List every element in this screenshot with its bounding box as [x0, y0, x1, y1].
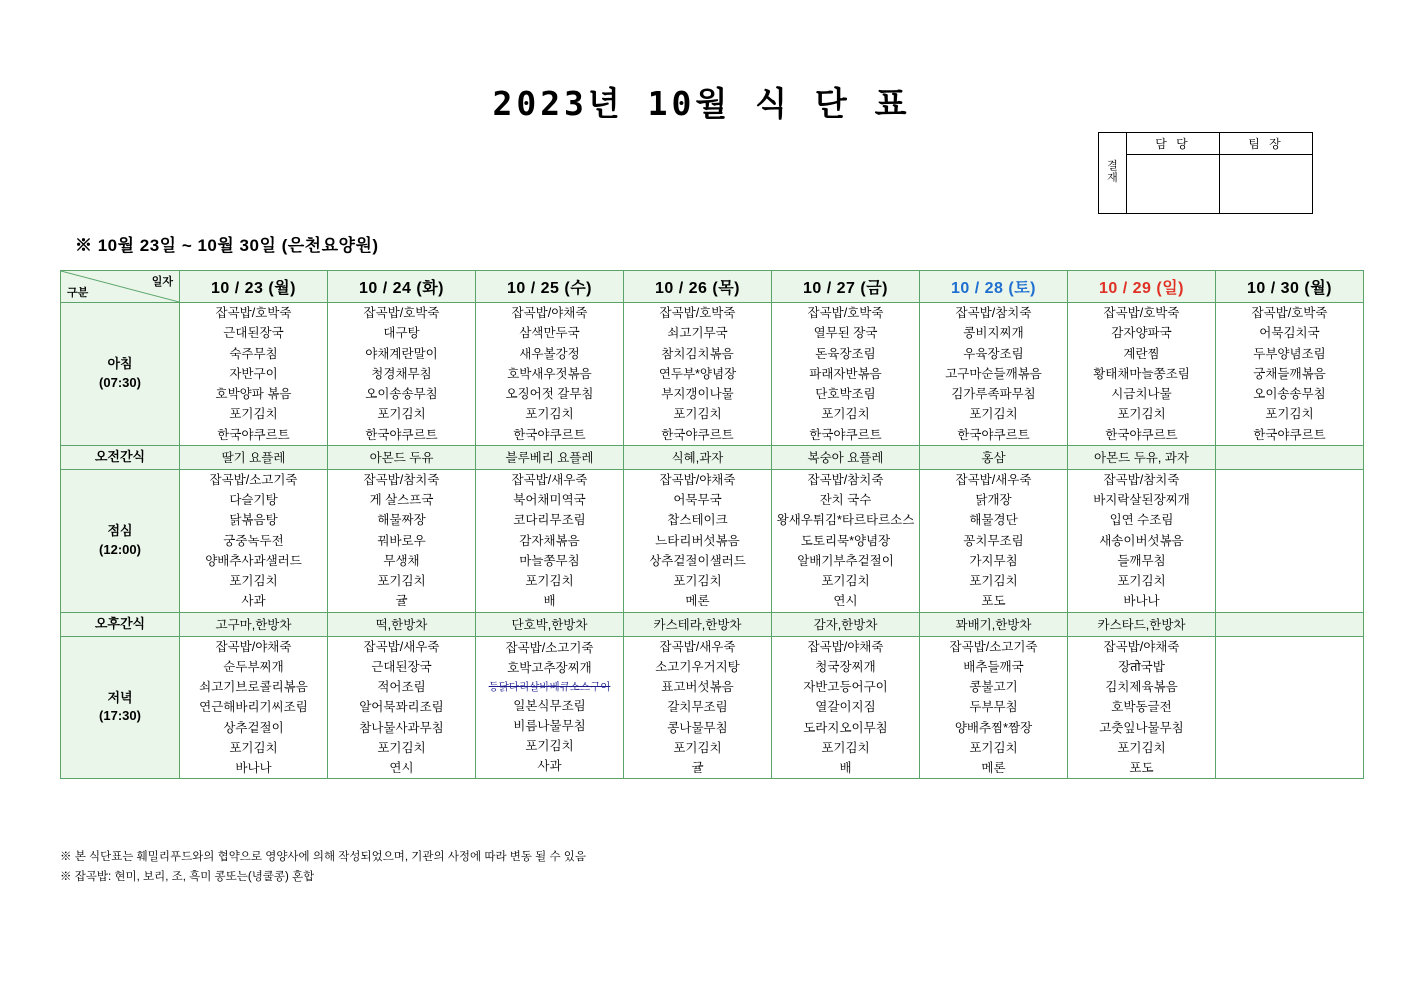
menu-item: 잡곡밥/참치죽 [363, 472, 440, 487]
menu-item: 포기김치 [377, 574, 426, 588]
menu-item: 알어묵꽈리조림 [359, 700, 444, 715]
menu-item: 야채계란말이 [365, 346, 438, 361]
meal-cell-r0-d1 [328, 303, 476, 446]
menu-item: 한국야쿠르트 [957, 427, 1030, 442]
menu-item: 호박새우젓볶음 [507, 366, 592, 381]
corner-date-label: 일자 [151, 276, 173, 288]
menu-item: 잡곡밥/호박죽 [215, 306, 292, 320]
menu-item: 한국야쿠르트 [365, 427, 438, 442]
approval-header-teamlead: 팀 장 [1220, 133, 1312, 155]
menu-item: 배추들깨국 [963, 659, 1024, 674]
menu-item: 무생채 [383, 553, 420, 568]
snack-cell-r1-d2: 블루베리 요플레 [476, 445, 624, 469]
menu-item: 연두부*양념장 [658, 366, 737, 381]
menu-item: 대구탕 [383, 326, 420, 341]
menu-item: 잡곡밥/소고기죽 [209, 472, 298, 487]
menu-item: 잡곡밥/새우죽 [955, 472, 1032, 487]
menu-item: 돈육장조림 [815, 346, 876, 361]
menu-item: 순두부찌개 [223, 659, 284, 674]
row-label-3: 오후간식 [61, 612, 180, 636]
menu-item: 호박동글전 [1111, 700, 1172, 715]
menu-item: 자반고등어구이 [803, 680, 888, 694]
menu-item: 잡곡밥/야채죽 [511, 306, 588, 320]
menu-item: 갈치무조림 [667, 700, 728, 715]
menu-item: 귤 [395, 594, 408, 609]
menu-item: 꿔바로우 [377, 533, 426, 548]
meal-cell-r2-d4 [772, 469, 920, 612]
meal-cell-r4-d7 [1216, 636, 1364, 779]
day-header-2: 10 / 25 (수) [476, 271, 624, 303]
row-label-time: (12:00) [99, 541, 141, 557]
menu-item: 열갈이지짐 [815, 700, 876, 715]
menu-item: 한국야쿠르트 [1105, 427, 1178, 442]
menu-item: 쇠고기무국 [667, 326, 728, 341]
menu-item: 오이송송무침 [1253, 387, 1326, 401]
meal-cell-r0-d0 [180, 303, 328, 446]
menu-item: 가지무침 [969, 553, 1018, 568]
menu-item: 한국야쿠르트 [1253, 427, 1326, 442]
menu-table-body [61, 303, 1364, 779]
table-corner-cell [61, 271, 180, 303]
meal-cell-r2-d5 [920, 469, 1068, 612]
menu-item: 양배추사과샐러드 [205, 553, 302, 568]
menu-item: 잡곡밥/참치죽 [807, 472, 884, 487]
snack-cell-r3-d1: 떡,한방차 [328, 612, 476, 636]
footer-notes [60, 848, 586, 887]
menu-item: 감자양파국 [1111, 326, 1172, 341]
menu-item: 바나나 [1123, 594, 1160, 609]
menu-item: 닭볶음탕 [229, 513, 278, 528]
menu-item: 표고버섯볶음 [661, 680, 734, 694]
menu-item: 포기김치 [673, 740, 722, 755]
meal-cell-r0-d6 [1068, 303, 1216, 446]
approval-signature-teamlead[interactable] [1220, 155, 1312, 213]
menu-item: 일본식무조림 [513, 698, 586, 713]
menu-item: 감자채볶음 [519, 533, 580, 548]
menu-item: 황태채마늘쫑조림 [1093, 366, 1190, 381]
menu-item: 연근해바리기씨조림 [199, 700, 308, 715]
snack-cell-r3-d3: 카스테라,한방차 [624, 612, 772, 636]
menu-item: 포기김치 [1117, 740, 1166, 755]
menu-item: 잡곡밥/야채죽 [1103, 639, 1180, 654]
menu-item: 왕새우튀김*타르타르소스 [776, 513, 915, 528]
menu-item: 오징어젓 갈무침 [505, 387, 594, 401]
table-row [61, 303, 1364, 446]
menu-item: 잡곡밥/호박죽 [659, 306, 736, 320]
menu-item: 포도 [981, 594, 1006, 609]
menu-item: 청국장찌개 [815, 659, 876, 674]
menu-item: 양배추찜*짬장 [954, 720, 1033, 735]
menu-item: 포기김치 [673, 407, 722, 422]
snack-cell-r1-d6: 아몬드 두유, 과자 [1068, 445, 1216, 469]
menu-item: 잡곡밥/새우죽 [511, 472, 588, 487]
meal-cell-r4-d4 [772, 636, 920, 779]
menu-item: 적어조림 [377, 680, 426, 694]
table-row [61, 445, 1364, 469]
menu-item: 잡곡밥/야채죽 [807, 639, 884, 654]
day-header-7: 10 / 30 (월) [1216, 271, 1364, 303]
menu-item: 사과 [241, 594, 266, 609]
menu-item: 콩불고기 [969, 680, 1018, 694]
approval-label-text: 결 재 [1107, 160, 1118, 184]
menu-item: 상추겉절이 [223, 720, 284, 735]
menu-item: 한국야쿠르트 [513, 427, 586, 442]
menu-item: 해물경단 [969, 513, 1018, 528]
corner-category-label: 구분 [67, 287, 89, 299]
snack-cell-r3-d4: 감자,한방차 [772, 612, 920, 636]
menu-item: 포기김치 [673, 574, 722, 588]
menu-item: 두부무침 [969, 700, 1018, 715]
menu-item: 포기김치 [525, 407, 574, 422]
menu-item: 코다리무조림 [513, 513, 586, 528]
menu-item: 시금치나물 [1111, 387, 1172, 401]
menu-item: 자반구이 [229, 366, 278, 381]
menu-item: 잡곡밥/호박죽 [363, 306, 440, 320]
menu-item: 도라지오이무침 [803, 720, 888, 735]
menu-item: 메론 [685, 594, 710, 609]
snack-cell-r3-d5: 꽈배기,한방차 [920, 612, 1068, 636]
menu-item: 포기김치 [377, 407, 426, 422]
menu-item: 근대된장국 [371, 659, 432, 674]
menu-table [60, 270, 1364, 779]
menu-item: 잡곡밥/소고기죽 [949, 639, 1038, 654]
menu-item: 귤 [691, 761, 704, 775]
row-label-1: 오전간식 [61, 445, 180, 469]
menu-item: 잡곡밥/참치죽 [1103, 472, 1180, 487]
menu-item: 김치제육볶음 [1105, 680, 1178, 694]
menu-item: 김가루족파무침 [951, 387, 1036, 401]
menu-item: 들깨무침 [1117, 553, 1166, 568]
menu-item: 잡곡밥/호박죽 [807, 306, 884, 320]
menu-item: 입연 수조림 [1109, 513, 1174, 528]
meal-cell-r2-d0 [180, 469, 328, 612]
menu-item: 청경채무침 [371, 366, 432, 381]
snack-cell-r1-d0: 딸기 요플레 [180, 445, 328, 469]
menu-item: 포도 [1129, 761, 1154, 775]
menu-item: 삼색만두국 [519, 326, 580, 341]
footer-note-0: ※ 본 식단표는 훼밀리푸드와의 협약으로 영양사에 의해 작성되었으며, 기관의 사정에 따라 변동 될 수 있음 [60, 851, 586, 863]
approval-columns [1127, 133, 1312, 213]
menu-item: 잔치 국수 [819, 493, 872, 507]
menu-item: 메론 [981, 761, 1006, 775]
approval-label [1099, 133, 1127, 213]
menu-item: 두부양념조림 [1253, 346, 1326, 361]
page-title: 2023년 10월 식 단 표 [492, 84, 911, 123]
table-row [61, 636, 1364, 779]
menu-table-head [61, 271, 1364, 303]
menu-item: 바지락살된장찌개 [1093, 493, 1190, 507]
row-label-name: 점심 [107, 522, 133, 538]
menu-item: 어묵무국 [673, 493, 722, 507]
meal-cell-r2-d1 [328, 469, 476, 612]
menu-item: 마늘쫑무침 [519, 553, 580, 568]
menu-item: 포기김치 [969, 574, 1018, 588]
meal-cell-r4-d5 [920, 636, 1068, 779]
menu-item: 해물짜장 [377, 513, 426, 528]
menu-item: 포기김치 [821, 407, 870, 422]
menu-item: 숙주무침 [229, 346, 278, 361]
menu-item: 잡곡밥/호박죽 [1103, 306, 1180, 320]
menu-item: 참치김치볶음 [661, 346, 734, 361]
menu-item: 포기김치 [525, 739, 574, 754]
day-header-4: 10 / 27 (금) [772, 271, 920, 303]
menu-item: 새송이버섯볶음 [1099, 533, 1184, 548]
period-note: ※ 10월 23일 ~ 10월 30일 (은천요양원) [75, 236, 379, 255]
snack-cell-r1-d4: 복숭아 요플레 [772, 445, 920, 469]
menu-item: 부지갱이나물 [661, 387, 734, 401]
snack-cell-r1-d1: 아몬드 두유 [328, 445, 476, 469]
menu-item: 한국야쿠르트 [217, 427, 290, 442]
menu-item: 상추겉절이샐러드 [649, 553, 746, 568]
day-header-1: 10 / 24 (화) [328, 271, 476, 303]
menu-item: 게 살스프국 [369, 493, 434, 507]
menu-item: 장तो국밥 [1118, 659, 1165, 674]
approval-box [1098, 132, 1313, 214]
menu-item: 포기김치 [821, 740, 870, 755]
menu-item: 포기김치 [969, 740, 1018, 755]
menu-item: 연시 [833, 594, 858, 609]
meal-cell-r4-d3 [624, 636, 772, 779]
menu-item: 참나물사과무침 [359, 720, 444, 735]
menu-item: 북어채미역국 [513, 493, 586, 507]
menu-item: 한국야쿠르트 [661, 427, 734, 442]
menu-item: 찹스테이크 [667, 513, 728, 528]
menu-item: 포기김치 [821, 574, 870, 588]
menu-item: 연시 [389, 761, 414, 775]
meal-cell-r2-d3 [624, 469, 772, 612]
menu-item: 포기김치 [229, 407, 278, 422]
menu-item: 바나나 [235, 761, 272, 775]
meal-cell-r2-d7 [1216, 469, 1364, 612]
menu-item: 콩비지찌개 [963, 326, 1024, 341]
menu-item: 소고기우거지탕 [655, 659, 740, 674]
menu-item: 호박고추장찌개 [507, 661, 592, 676]
menu-item: 배 [839, 761, 852, 775]
menu-item: 어묵김치국 [1259, 326, 1320, 341]
meal-cell-r0-d5 [920, 303, 1068, 446]
row-label-time: (07:30) [99, 374, 141, 390]
menu-item: 포기김치 [969, 407, 1018, 422]
menu-item: 잡곡밥/소고기죽 [505, 641, 594, 656]
menu-item: 등닭다리살바베큐소스구이 [488, 680, 611, 693]
meal-cell-r0-d4 [772, 303, 920, 446]
menu-item: 꽁치무조림 [963, 533, 1024, 548]
menu-item: 포기김치 [377, 740, 426, 755]
menu-item: 잡곡밥/야채죽 [659, 472, 736, 487]
menu-item: 잡곡밥/참치죽 [955, 306, 1032, 320]
meal-cell-r2-d6 [1068, 469, 1216, 612]
row-label-2 [61, 469, 180, 612]
menu-item: 궁채들깨볶음 [1253, 366, 1326, 381]
table-row [61, 469, 1364, 612]
menu-item: 콩나물무침 [667, 720, 728, 735]
menu-item: 잡곡밥/새우죽 [659, 639, 736, 654]
menu-item: 고구마순들깨볶음 [945, 366, 1042, 381]
meal-cell-r0-d3 [624, 303, 772, 446]
menu-item: 근대된장국 [223, 326, 284, 341]
menu-item: 계란찜 [1123, 346, 1160, 361]
menu-item: 닭개장 [975, 493, 1012, 507]
approval-header-manager: 담 당 [1127, 133, 1219, 155]
menu-item: 궁중녹두전 [223, 533, 284, 548]
menu-item: 쇠고기브로콜리볶음 [199, 680, 308, 694]
meal-cell-r2-d2 [476, 469, 624, 612]
snack-cell-r3-d7 [1216, 612, 1364, 636]
menu-item: 한국야쿠르트 [809, 427, 882, 442]
menu-item: 포기김치 [525, 574, 574, 588]
snack-cell-r3-d6: 카스타드,한방차 [1068, 612, 1216, 636]
meal-cell-r0-d2 [476, 303, 624, 446]
menu-item: 사과 [537, 759, 562, 774]
menu-item: 배 [543, 594, 556, 609]
meal-cell-r4-d1 [328, 636, 476, 779]
day-header-0: 10 / 23 (월) [180, 271, 328, 303]
menu-item: 비름나물무침 [513, 718, 586, 733]
table-header-row [61, 271, 1364, 303]
menu-item: 도토리묵*양념장 [800, 533, 891, 548]
approval-signature-manager[interactable] [1127, 155, 1219, 213]
table-row [61, 612, 1364, 636]
menu-item: 잡곡밥/호박죽 [1251, 306, 1328, 320]
menu-item: 포기김치 [1117, 574, 1166, 588]
snack-cell-r1-d3: 식혜,과자 [624, 445, 772, 469]
snack-cell-r1-d5: 홍삼 [920, 445, 1068, 469]
approval-column-teamlead [1219, 133, 1312, 213]
meal-cell-r4-d6 [1068, 636, 1216, 779]
menu-item: 파래자반볶음 [809, 366, 882, 381]
menu-item: 알배기부추겉절이 [797, 553, 894, 568]
menu-item: 오이송송무침 [365, 387, 438, 401]
day-header-3: 10 / 26 (목) [624, 271, 772, 303]
meal-cell-r4-d0 [180, 636, 328, 779]
snack-cell-r3-d2: 단호박,한방차 [476, 612, 624, 636]
row-label-time: (17:30) [99, 708, 141, 724]
menu-item: 열무된 장국 [813, 326, 878, 341]
menu-item: 고춧잎나물무침 [1099, 720, 1184, 735]
snack-cell-r3-d0: 고구마,한방차 [180, 612, 328, 636]
meal-cell-r0-d7 [1216, 303, 1364, 446]
menu-item: 잡곡밥/새우죽 [363, 639, 440, 654]
menu-item: 포기김치 [1117, 407, 1166, 422]
row-label-name: 아침 [107, 356, 133, 372]
row-label-4 [61, 636, 180, 779]
menu-item: 새우볼강정 [519, 346, 580, 361]
menu-item: 우육장조림 [963, 346, 1024, 361]
menu-item: 포기김치 [229, 574, 278, 588]
snack-cell-r1-d7 [1216, 445, 1364, 469]
row-label-name: 저녁 [107, 689, 133, 705]
footer-note-1: ※ 잡곡밥: 현미, 보리, 조, 흑미 콩또는(녕쿨콩) 혼합 [60, 870, 315, 883]
menu-item: 느타리버섯볶음 [655, 533, 740, 548]
menu-item: 포기김치 [1265, 407, 1314, 422]
menu-item: 다슬기탕 [229, 493, 278, 507]
menu-item: 잡곡밥/야채죽 [215, 639, 292, 654]
menu-item: 포기김치 [229, 740, 278, 755]
menu-item: 단호박조림 [815, 387, 876, 401]
day-header-6: 10 / 29 (일) [1068, 271, 1216, 303]
row-label-0 [61, 303, 180, 446]
menu-item: 호박양파 볶음 [215, 387, 292, 401]
approval-column-manager [1127, 133, 1219, 213]
meal-cell-r4-d2 [476, 636, 624, 779]
day-header-5: 10 / 28 (토) [920, 271, 1068, 303]
